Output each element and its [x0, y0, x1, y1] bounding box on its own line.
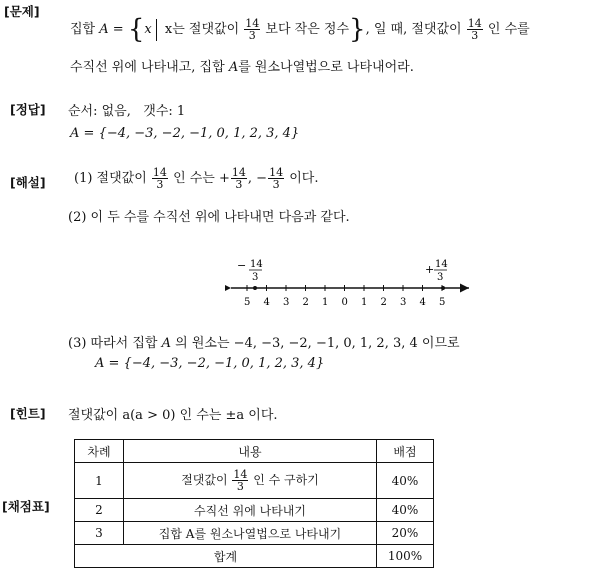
- fraction-numerator: 14: [233, 468, 248, 481]
- right-brace-icon: }: [349, 14, 366, 45]
- row-number: 1: [75, 463, 124, 499]
- row-content-suffix: 인 수 구하기: [253, 473, 319, 487]
- number-line-tick-label: 3: [283, 297, 290, 308]
- right-label-num: 14: [435, 259, 448, 270]
- header-score: 배점: [377, 440, 434, 463]
- problem-line2-text: 수직선 위에 나타내고, 집합: [70, 60, 225, 75]
- fraction-denominator: 3: [235, 178, 243, 191]
- problem-line1: [70, 14, 530, 45]
- fraction-numerator: 14: [231, 166, 246, 179]
- number-line-tick-label: 1: [322, 297, 329, 308]
- total-row: [75, 545, 434, 568]
- scoring-header-row: [75, 440, 434, 463]
- explanation-step3: [68, 332, 460, 351]
- set-variable: A: [228, 60, 239, 75]
- step1-fraction: [152, 167, 168, 190]
- row-content: 집합 A를 원소나열법으로 나타내기: [124, 522, 377, 545]
- right-label-den: 3: [437, 272, 444, 283]
- problem-after-frac: 인 수를: [487, 22, 530, 37]
- header-order: 차례: [75, 440, 124, 463]
- problem-tag: [문제]: [4, 4, 40, 19]
- left-label-num: 14: [250, 259, 263, 270]
- step3-set: A = {−4, −3, −2, −1, 0, 1, 2, 3, 4}: [95, 356, 325, 371]
- answer-count: 갯수: 1: [143, 104, 186, 119]
- scoring-tag: [채점표]: [2, 499, 50, 514]
- problem-fraction: [244, 18, 260, 41]
- problem-prefix: 집합: [70, 22, 96, 37]
- step3-prefix: (3) 따라서 집합: [68, 336, 158, 351]
- row-fraction: [232, 469, 248, 492]
- fraction-denominator: 3: [272, 178, 280, 191]
- row-score: 40%: [377, 463, 434, 499]
- row-score: 20%: [377, 522, 434, 545]
- problem-condition: x는 절댓값이: [164, 22, 240, 37]
- answer-tag: [정답]: [10, 102, 46, 117]
- fraction-denominator: 3: [236, 480, 244, 493]
- step1-fraction-positive: [231, 167, 247, 190]
- total-label: 합계: [75, 545, 377, 568]
- step1-fraction-negative: [268, 167, 284, 190]
- set-variable: A: [99, 22, 109, 37]
- step1-mid: 인 수는 +: [173, 171, 230, 186]
- row-content-prefix: 절댓값이: [181, 473, 228, 487]
- fraction-numerator: 14: [467, 17, 482, 30]
- fraction-numerator: 14: [269, 166, 284, 179]
- problem-line2: [70, 56, 414, 75]
- number-line-tick-label: 3: [400, 297, 407, 308]
- answer-set: A = {−4, −3, −2, −1, 0, 1, 2, 3, 4}: [70, 126, 300, 141]
- answer-order: 순서: 없음,: [68, 104, 131, 119]
- equals-sign: =: [112, 22, 124, 37]
- scoring-table: [74, 439, 434, 568]
- positive-point-marker: [441, 286, 445, 290]
- number-line-tick-label: 4: [263, 297, 270, 308]
- hint-text: 절댓값이 a(a > 0) 인 수는 ±a 이다.: [68, 408, 278, 423]
- row-content: 수직선 위에 나타내기: [124, 499, 377, 522]
- number-line-tick-label: 1: [361, 297, 368, 308]
- header-content: 내용: [124, 440, 377, 463]
- row-content: [124, 463, 377, 499]
- negative-point-marker: [253, 286, 257, 290]
- number-line-tick-label: 2: [302, 297, 309, 308]
- total-score: 100%: [377, 545, 434, 568]
- step1-prefix: (1) 절댓값이: [74, 171, 147, 186]
- row-score: 40%: [377, 499, 434, 522]
- problem-condition-tail: 보다 작은 정수: [265, 22, 350, 37]
- fraction-numerator: 14: [152, 166, 167, 179]
- set-bar-icon: [156, 19, 157, 41]
- problem-fraction-2: [467, 18, 483, 41]
- problem-line2-tail: 를 원소나열법으로 나타내어라.: [238, 60, 414, 75]
- table-row: [75, 522, 434, 545]
- answer-meta: [68, 100, 185, 119]
- fraction-denominator: 3: [471, 29, 479, 42]
- row-number: 2: [75, 499, 124, 522]
- left-label-den: 3: [252, 272, 259, 283]
- explanation-step1: [74, 167, 318, 190]
- table-row: [75, 463, 434, 499]
- row-number: 3: [75, 522, 124, 545]
- left-brace-icon: {: [127, 14, 145, 45]
- problem-after-set: , 일 때, 절댓값이: [365, 22, 462, 37]
- number-line-tick-label: 0: [341, 297, 348, 308]
- number-line-tick-label: 5: [244, 297, 251, 308]
- set-element-variable: x: [144, 22, 152, 37]
- number-line-tick-label: 4: [419, 297, 426, 308]
- step1-tail: 이다.: [289, 171, 319, 186]
- number-line: [225, 255, 475, 310]
- explanation-step2: (2) 이 두 수를 수직선 위에 나타내면 다음과 같다.: [68, 210, 350, 225]
- step1-comma: , −: [247, 171, 268, 186]
- number-line-tick-label: 2: [380, 297, 387, 308]
- hint-tag: [힌트]: [10, 406, 46, 421]
- table-row: [75, 499, 434, 522]
- number-line-tick-label: 5: [439, 297, 446, 308]
- left-label-sign: −: [237, 259, 247, 272]
- fraction-denominator: 3: [156, 178, 164, 191]
- explanation-tag: [해설]: [10, 175, 46, 190]
- fraction-denominator: 3: [248, 29, 256, 42]
- fraction-numerator: 14: [245, 17, 260, 30]
- set-variable: A: [161, 336, 172, 351]
- right-label-sign: +: [425, 263, 435, 276]
- step3-tail: 의 원소는 −4, −3, −2, −1, 0, 1, 2, 3, 4 이므로: [175, 336, 460, 351]
